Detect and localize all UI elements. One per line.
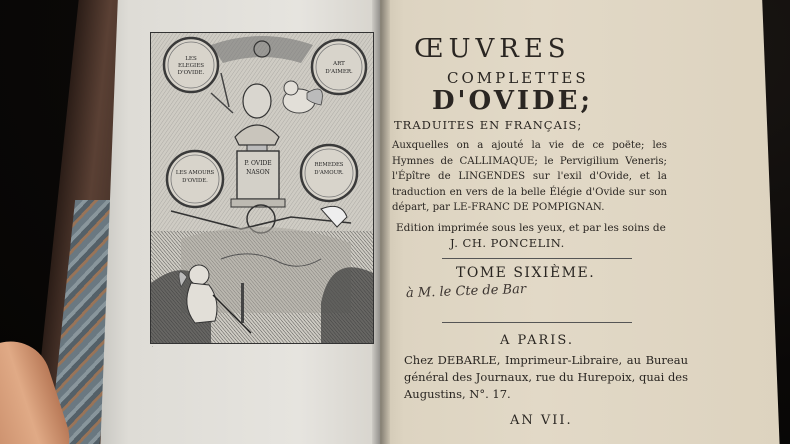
- engraver-caption: ·: [152, 344, 154, 349]
- medallion-top-left: [164, 38, 218, 92]
- svg-text:P. OVIDE: P. OVIDE: [244, 160, 272, 167]
- rule-line-2: [442, 322, 632, 323]
- book-subtitle-traduites: TRADUITES EN FRANÇAIS;: [394, 118, 583, 132]
- editor-name: J. CH. PONCELIN.: [450, 236, 565, 250]
- publication-city: A PARIS.: [500, 333, 574, 348]
- book-title: ŒUVRES: [414, 34, 571, 64]
- publisher-info: Chez DEBARLE, Imprimeur-Libraire, au Bureau général des Journaux, rue du Hurepoix, quai des Augustins, N°. 17.: [404, 353, 689, 401]
- contents-description: Auxquelles on a ajouté la vie de ce poëte; les Hymnes de CALLIMAQUE; le Pervigilium Veneris; l'Épître de LINGENDES sur l'exil d'Ovide, et la traduction en vers de la belle Élégie d'Ovide sur son départ, par LE-FRANC DE POMPIGNAN.: [392, 140, 667, 213]
- book-gutter-shadow: [372, 0, 390, 444]
- svg-text:LES: LES: [185, 56, 197, 62]
- svg-text:ELEGIES: ELEGIES: [177, 63, 205, 69]
- pedestal: [231, 151, 285, 207]
- svg-text:D'OVIDE.: D'OVIDE.: [177, 70, 205, 76]
- medallion-mid-left: [167, 151, 223, 207]
- edition-line: Edition imprimée sous les yeux, et par les soins de: [396, 222, 666, 234]
- frontispiece-engraving: [150, 32, 374, 344]
- svg-text:D'AIMER.: D'AIMER.: [325, 69, 353, 75]
- volume-label: TOME SIXIÈME.: [456, 265, 596, 281]
- svg-text:NASON: NASON: [246, 169, 270, 176]
- book-subtitle-ovide: D'OVIDE;: [432, 86, 593, 116]
- rule-line: [442, 258, 632, 259]
- svg-text:D'AMOUR.: D'AMOUR.: [314, 170, 344, 176]
- svg-text:D'OVIDE.: D'OVIDE.: [182, 178, 208, 184]
- medallion-top-right: [312, 40, 366, 94]
- handwritten-inscription: à M. le Cte de Bar: [405, 281, 527, 302]
- book-subtitle-completes: COMPLETTES: [447, 69, 589, 87]
- medallion-mid-right: [301, 145, 357, 201]
- publication-date: AN VII.: [510, 413, 573, 428]
- svg-text:LES AMOURS: LES AMOURS: [175, 170, 215, 176]
- svg-text:REMEDES: REMEDES: [314, 162, 344, 168]
- svg-text:ART: ART: [333, 61, 345, 67]
